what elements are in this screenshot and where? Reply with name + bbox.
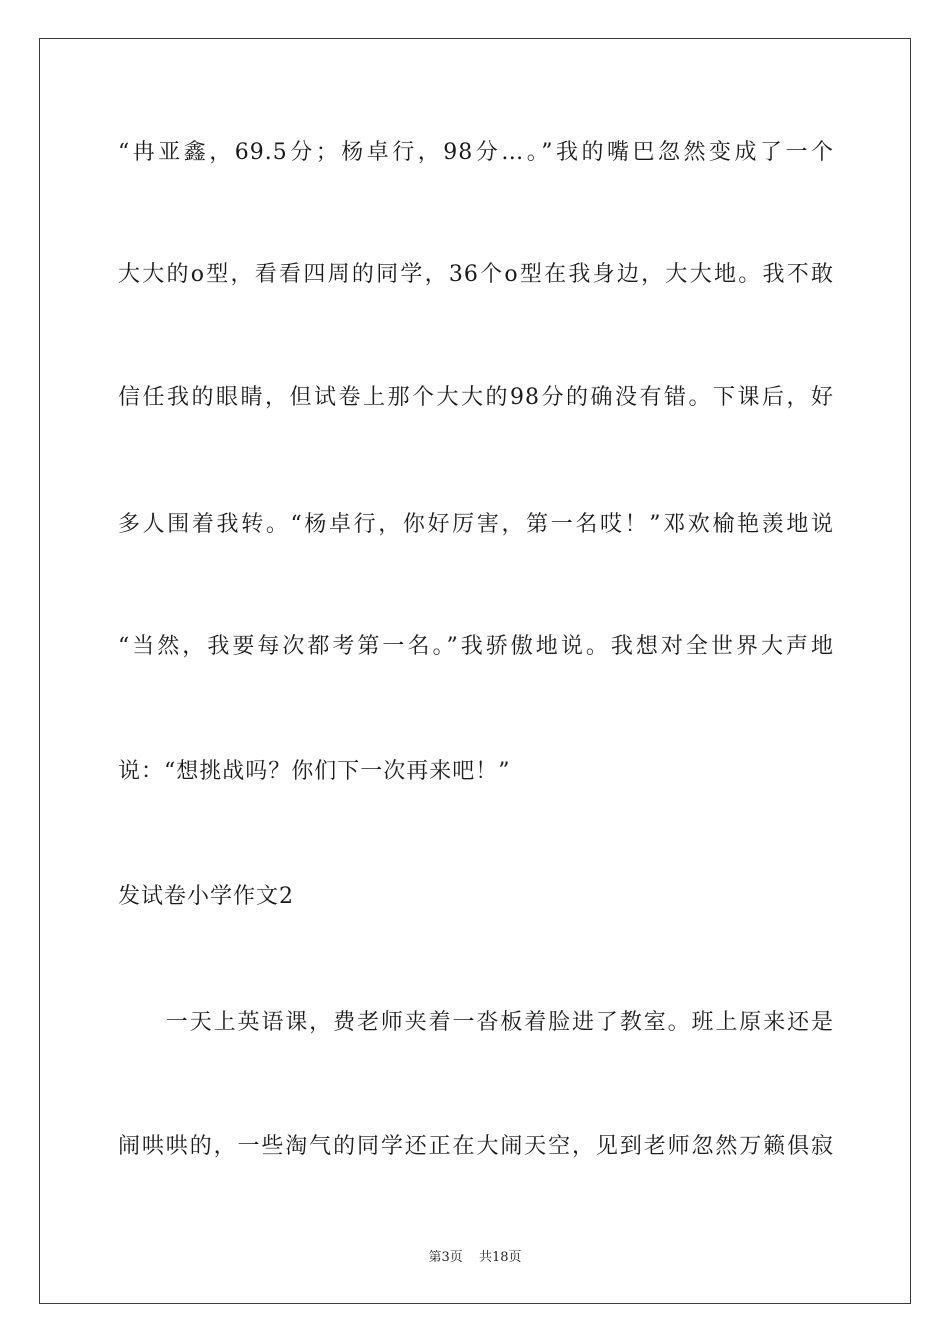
text-line-3: 信任我的眼睛，但试卷上那个大大的98分的确没有错。下课后，好	[118, 385, 834, 410]
text-line-2: 大大的o型，看看四周的同学，36个o型在我身边，大大地。我不敢	[118, 262, 834, 287]
text-line-6: 说：“想挑战吗？你们下一次再来吧！”	[118, 759, 511, 784]
text-line-8: 闹哄哄的，一些淘气的同学还正在大闹天空，见到老师忽然万籁俱寂	[118, 1134, 834, 1159]
page-number: 第3页	[428, 1250, 463, 1265]
text-line-5: “当然，我要每次都考第一名。”我骄傲地说。我想对全世界大声地	[118, 634, 834, 659]
section-heading: 发试卷小学作文2	[118, 884, 294, 909]
text-line-7: 一天上英语课，费老师夹着一沓板着脸进了教室。班上原来还是	[118, 1010, 834, 1035]
text-line-4: 多人围着我转。“杨卓行，你好厉害，第一名哎！”邓欢榆艳羡地说	[118, 512, 834, 537]
page-total: 共18页	[478, 1250, 522, 1265]
page-border	[39, 38, 911, 1304]
text-line-1: “冉亚鑫，69.5分；杨卓行，98分…。”我的嘴巴忽然变成了一个	[118, 140, 834, 165]
page-footer	[0, 1246, 950, 1265]
